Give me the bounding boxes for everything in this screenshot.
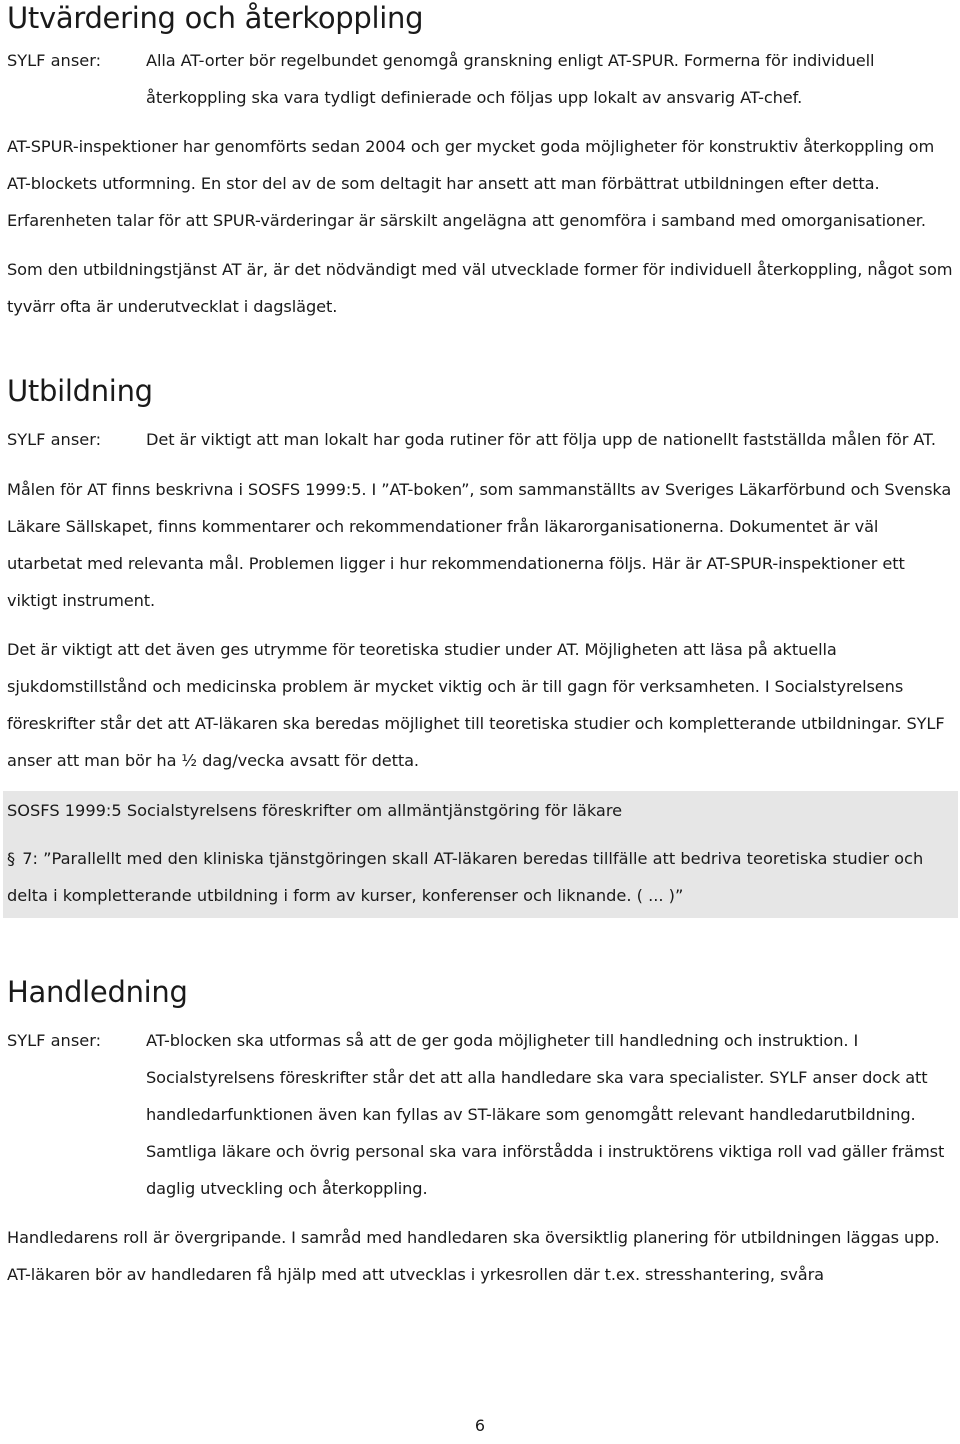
section-heading-utvardering: Utvärdering och återkoppling <box>7 1 424 35</box>
document-page <box>7 0 955 1293</box>
section-sign-icon: § <box>7 849 16 868</box>
body-paragraph: Målen för AT finns beskrivna i SOSFS 1999:5. I ”AT-boken”, som sammanställts av Sveriges Läkarförbund och Svenska Läkare Sällskapet, finns kommentarer och rekommendationer från läkarorganisationerna. Dokumentet är väl utarbetat med relevanta mål. Problemen ligger i hur rekommendationerna följs. Här är AT-SPUR-inspektioner ett viktigt instrument. <box>7 480 952 610</box>
sylf-statement-utvardering <box>7 42 955 116</box>
sylf-label: SYLF anser: <box>7 1031 102 1050</box>
quote-title: SOSFS 1999:5 Socialstyrelsens föreskrifter om allmäntjänstgöring för läkare <box>7 801 623 820</box>
body-paragraph: Handledarens roll är övergripande. I samråd med handledaren ska översiktlig planering för utbildningen läggas upp. AT-läkaren bör av handledaren få hjälp med att utvecklas i yrkesrollen där t.ex. stresshantering, svåra <box>7 1228 940 1284</box>
body-paragraph: Det är viktigt att det även ges utrymme för teoretiska studier under AT. Möjligheten att läsa på aktuella sjukdomstillstånd och medicinska problem är mycket viktig och är till gagn för verksamheten. I Socialstyrelsens föreskrifter står det att AT-läkaren ska beredas möjlighet till teoretiska studier och kompletterande utbildningar. SYLF anser att man bör ha ½ dag/vecka avsatt för detta. <box>7 640 945 770</box>
sylf-label: SYLF anser: <box>7 51 102 70</box>
body-paragraph: Som den utbildningstjänst AT är, är det nödvändigt med väl utvecklade former för individuell återkoppling, något som tyvärr ofta är underutvecklat i dagsläget. <box>7 260 953 316</box>
sylf-text: AT-blocken ska utformas så att de ger goda möjligheter till handledning och instruktion. I Socialstyrelsens föreskrifter står det att alla handledare ska vara specialister. SYLF anser dock att handledarfunktionen även kan fyllas av ST-läkare som genomgått relevant handledarutbildning. Samtliga läkare och övrig personal ska vara införstådda i instruktörens viktiga roll vad gäller främst daglig utveckling och återkoppling. <box>146 1031 945 1198</box>
sylf-text: Det är viktigt att man lokalt har goda rutiner för att följa upp de nationellt fastställda målen för AT. <box>146 430 936 449</box>
sylf-statement-handledning <box>7 1022 955 1207</box>
regulation-quote-box <box>3 791 958 918</box>
page-number: 6 <box>474 1416 486 1435</box>
body-paragraph: AT-SPUR-inspektioner har genomförts sedan 2004 och ger mycket goda möjligheter för konstruktiv återkoppling om AT-blockets utformning. En stor del av de som deltagit har ansett att man förbättrat utbildningen efter detta. Erfarenheten talar för att SPUR-värderingar är särskilt angelägna att genomföra i samband med omorganisationer. <box>7 137 935 230</box>
quote-text-block <box>7 840 958 914</box>
section-heading-utbildning: Utbildning <box>7 374 153 408</box>
sylf-text: Alla AT-orter bör regelbundet genomgå granskning enligt AT-SPUR. Formerna för individuell återkoppling ska vara tydligt definierade och följas upp lokalt av ansvarig AT-chef. <box>146 51 875 107</box>
sylf-statement-utbildning <box>7 421 955 458</box>
sylf-label: SYLF anser: <box>7 430 102 449</box>
section-heading-handledning: Handledning <box>7 975 188 1009</box>
quote-text: 7: ”Parallellt med den kliniska tjänstgöringen skall AT-läkaren beredas tillfälle att bedriva teoretiska studier och delta i kompletterande utbildning i form av kurser, konferenser och liknande. ( ... )” <box>7 849 924 905</box>
